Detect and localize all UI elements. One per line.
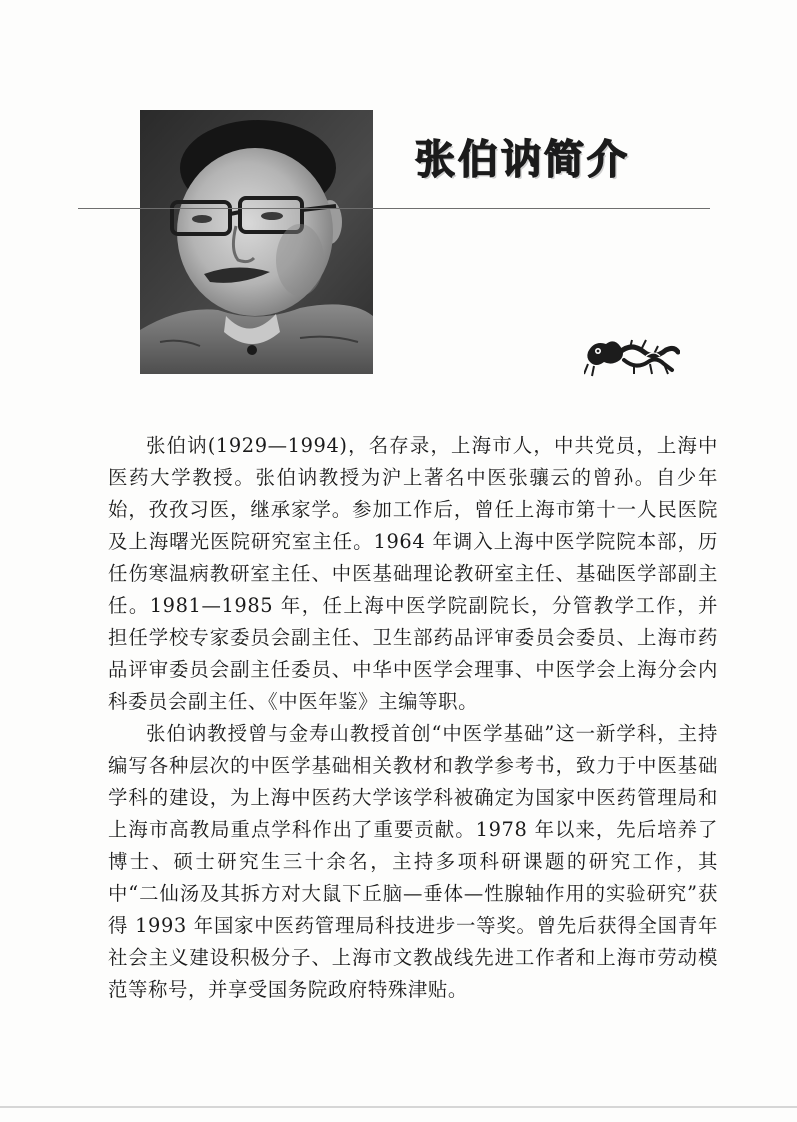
portrait-photo	[140, 110, 373, 374]
dragon-ornament-icon	[584, 334, 680, 378]
biography-paragraph-2: 张伯讷教授曾与金寿山教授首创“中医学基础”这一新学科，主持编写各种层次的中医学基础相关教材和教学参考书，致力于中医基础学科的建设，为上海中医药大学该学科被确定为国家中医药管理局和上海市高教局重点学科作出了重要贡献。1978 年以来，先后培养了博士、硕士研究生三十余名，主持多项科研课题的研究工作，其中“二仙汤及其拆方对大鼠下丘脑—垂体—性腺轴作用的实验研究”获得 1993 年国家中医药管理局科技进步一等奖。曾先后获得全国青年社会主义建设积极分子、上海市文教战线先进工作者和上海市劳动模范等称号，并享受国务院政府特殊津贴。	[108, 722, 718, 1001]
header-rule	[78, 208, 710, 209]
page-bottom-edge	[0, 1106, 797, 1108]
page-title: 张伯讷简介	[415, 137, 630, 183]
biography-text	[108, 430, 718, 1006]
biography-paragraph-1: 张伯讷(1929—1994)，名存录，上海市人，中共党员，上海中医药大学教授。张伯讷教授为沪上著名中医张骧云的曾孙。自少年始，孜孜习医，继承家学。参加工作后，曾任上海市第十一人民医院及上海曙光医院研究室主任。1964 年调入上海中医学院院本部，历任伤寒温病教研室主任、中医基础理论教研室主任、基础医学部副主任。1981—1985 年，任上海中医学院副院长，分管教学工作，并担任学校专家委员会副主任、卫生部药品评审委员会委员、上海市药品评审委员会副主任委员、中华中医学会理事、中医学会上海分会内科委员会副主任、《中医年鉴》主编等职。	[108, 434, 718, 713]
